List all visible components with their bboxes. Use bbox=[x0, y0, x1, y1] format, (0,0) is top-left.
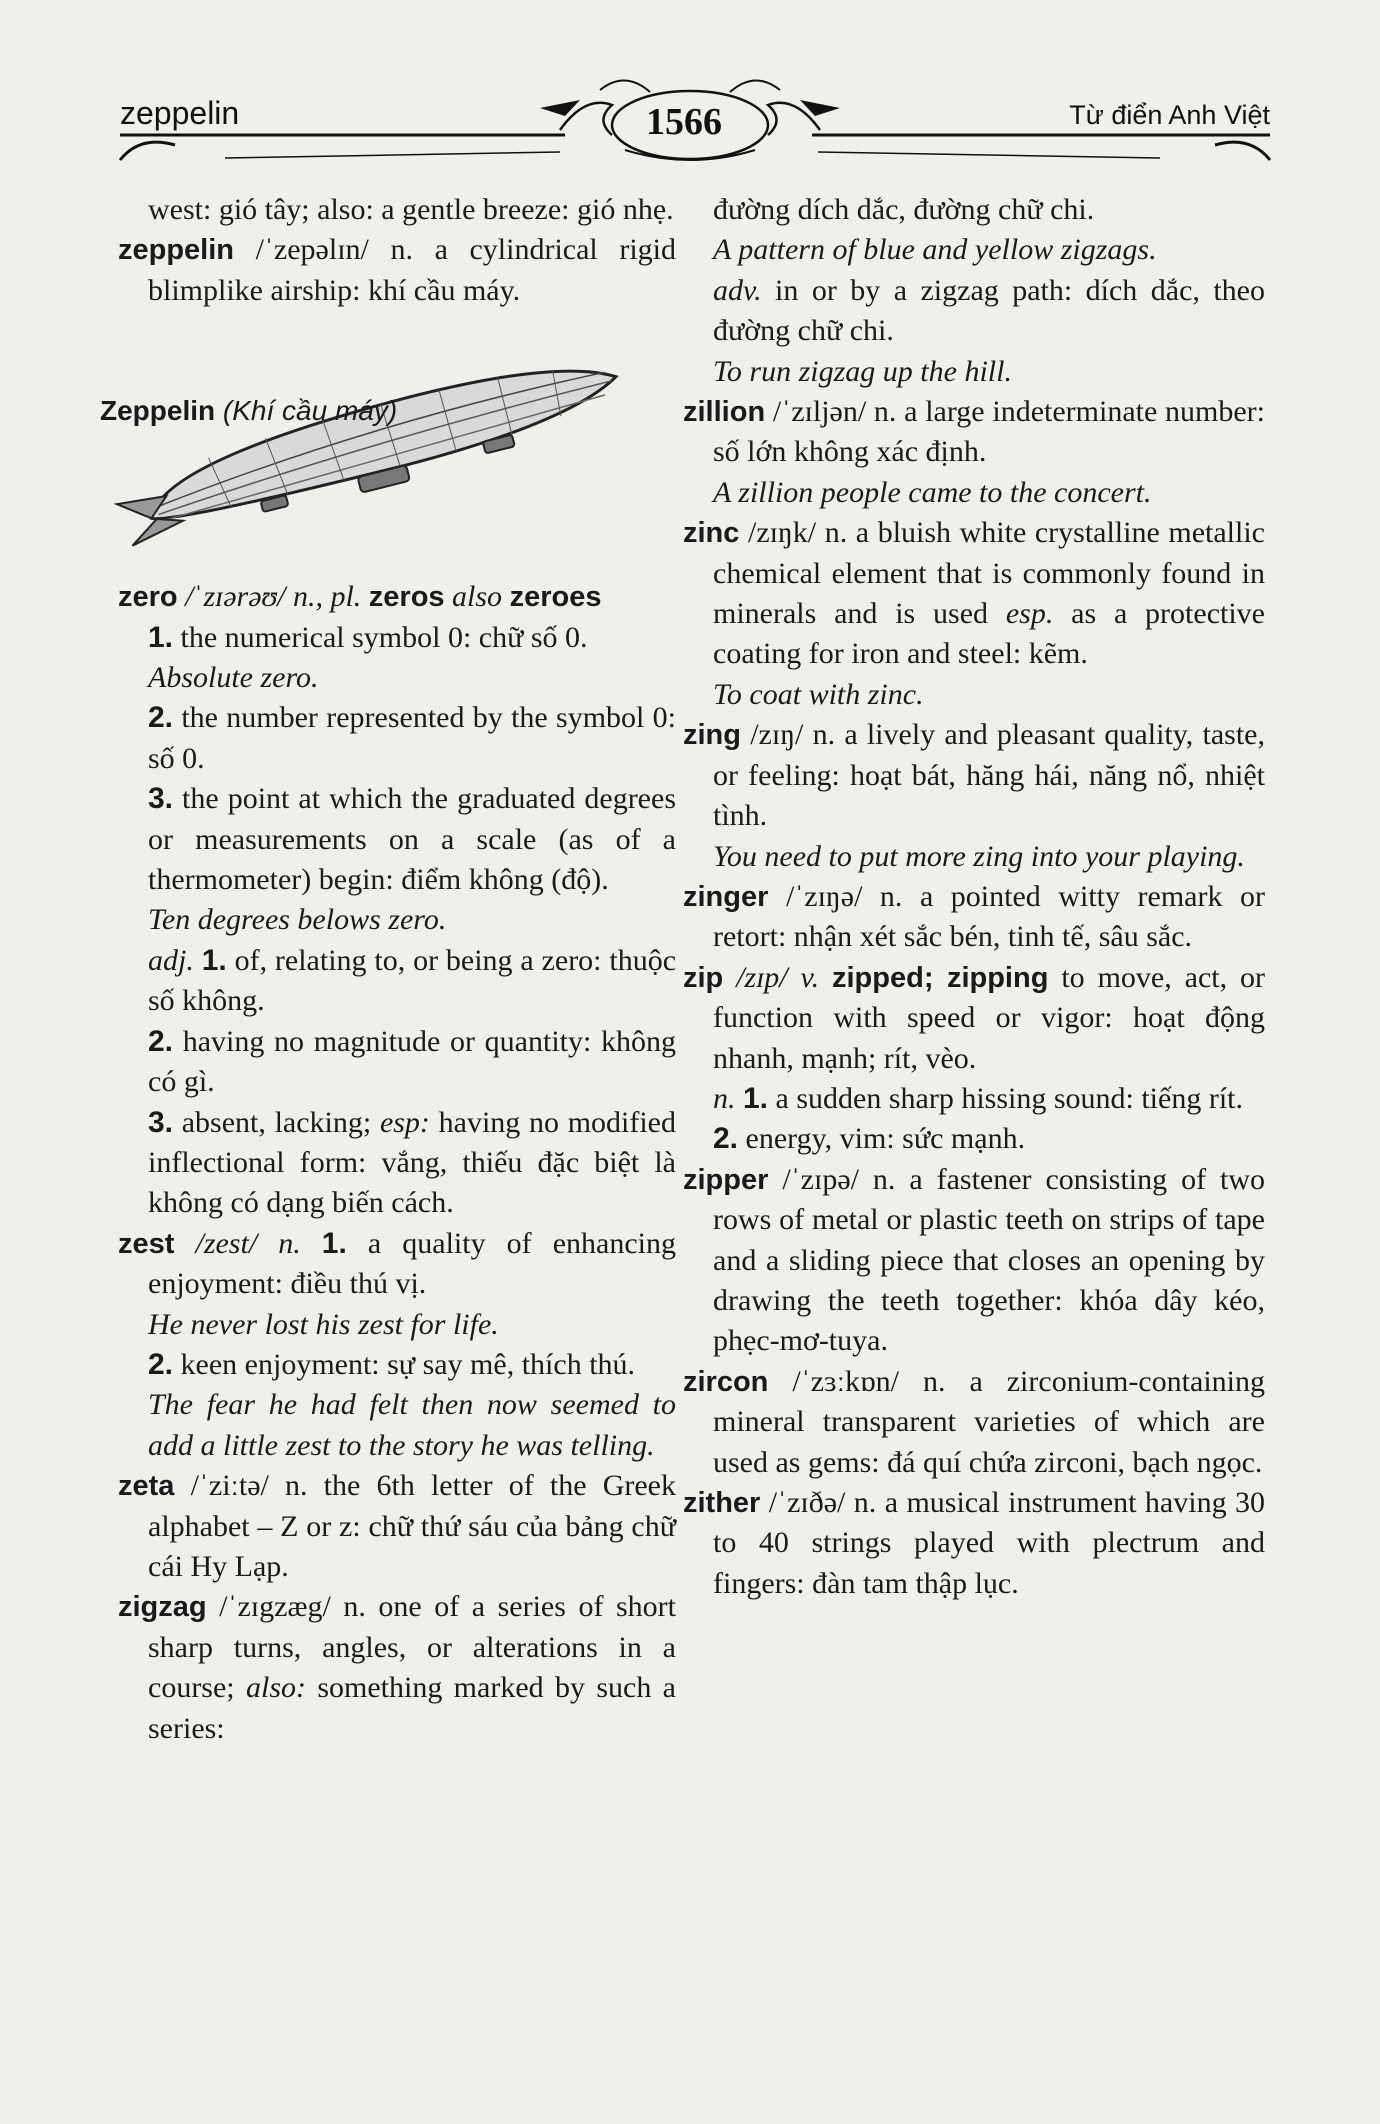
sense-text: having no magnitude or quantity: không có gì. bbox=[148, 1024, 676, 1099]
entry-zither bbox=[683, 1483, 1265, 1604]
caption-subtitle: (Khí cầu máy) bbox=[222, 395, 398, 426]
entry-zinc bbox=[683, 513, 1265, 675]
sense-text: having no modified inflectional form: vắng, thiếu đặc biệt là không có dạng biến cách. bbox=[148, 1105, 677, 1220]
sense bbox=[118, 941, 676, 1022]
example: He never lost his zest for life. bbox=[148, 1307, 499, 1341]
definition: to move, act, or function with speed or vigor: hoạt động nhanh, mạnh; rít, vèo. bbox=[713, 960, 1265, 1075]
headword: zircon bbox=[683, 1365, 769, 1398]
entry-west-continued: west: gió tây; also: a gentle breeze: gió nhẹ. bbox=[148, 193, 674, 226]
headword: zigzag bbox=[118, 1591, 207, 1624]
definition: /ˈzɪðə/ n. a musical instrument having 30 to 40 strings played with plectrum and fingers: đàn tam thập lục. bbox=[713, 1486, 1265, 1600]
sense-text: the point at which the graduated degrees or measurements on a scale (as of a thermometer) begin: điểm không (độ). bbox=[148, 782, 676, 897]
entry-zero bbox=[118, 577, 676, 617]
example: The fear he had felt then now seemed to add a little zest to the story he was telling. bbox=[148, 1388, 676, 1462]
example: Absolute zero. bbox=[148, 661, 319, 695]
entry-zest bbox=[118, 1224, 676, 1305]
sense-number: 1. bbox=[148, 620, 174, 654]
headword: zipper bbox=[683, 1163, 769, 1196]
headword: zillion bbox=[683, 396, 766, 429]
sense-number: 1. bbox=[743, 1081, 769, 1115]
page-number: 1566 bbox=[646, 101, 722, 143]
entry-zillion bbox=[683, 392, 1265, 473]
entry-zinger bbox=[683, 877, 1265, 958]
definition: /ˈzepəlɪn/ n. a cylindrical rigid blimplike airship: khí cầu máy. bbox=[148, 233, 676, 307]
sense-text: the numerical symbol 0: chữ số 0. bbox=[173, 620, 588, 654]
headword: zither bbox=[683, 1487, 761, 1519]
sense-number: 2. bbox=[148, 1347, 174, 1381]
definition: /ˈziːtə/ n. the 6th letter of the Greek alphabet – Z or z: chữ thứ sáu của bảng chữ cái Hy Lạp. bbox=[148, 1469, 676, 1583]
entry-zircon bbox=[683, 1362, 1265, 1483]
headword: zeppelin bbox=[118, 234, 235, 267]
entry-zigzag bbox=[118, 1587, 676, 1749]
sense bbox=[118, 618, 676, 658]
entry-zip bbox=[683, 958, 1265, 1079]
sense-text: a sudden sharp hissing sound: tiếng rít. bbox=[768, 1081, 1243, 1115]
definition: /ˈzɪpə/ n. a fastener consisting of two rows of metal or plastic teeth on strips of tape and a sliding piece that closes an opening by drawing the teeth together: khóa dây kéo, phẹc-mơ-tuya. bbox=[713, 1162, 1265, 1358]
headword: zest bbox=[118, 1227, 175, 1260]
entry-zipper bbox=[683, 1160, 1265, 1362]
headword: zinger bbox=[683, 880, 769, 913]
sense bbox=[713, 1119, 1265, 1159]
zeppelin-illustration bbox=[98, 311, 676, 559]
pronunciation: /ˈzɪərəʊ/ n., pl. bbox=[177, 580, 369, 614]
example: Ten degrees belows zero. bbox=[148, 903, 447, 937]
sense-number: 2. bbox=[148, 1024, 174, 1058]
example: A pattern of blue and yellow zigzags. bbox=[713, 233, 1157, 267]
sense-text: the number represented by the symbol 0: số 0. bbox=[148, 701, 676, 775]
definition: something marked by such a series: bbox=[148, 1671, 676, 1745]
pos-label: adv. bbox=[713, 273, 762, 307]
sense-number: 2. bbox=[713, 1122, 739, 1156]
pos-label: n. bbox=[713, 1081, 736, 1115]
headword: zing bbox=[683, 719, 741, 752]
sense bbox=[118, 1022, 676, 1103]
example: You need to put more zing into your playing. bbox=[713, 839, 1245, 873]
esp-label: esp. bbox=[1005, 597, 1054, 631]
figure-caption bbox=[100, 395, 397, 427]
sense bbox=[713, 1079, 1265, 1119]
sense-number: 3. bbox=[148, 1105, 174, 1139]
sense-text: a quality of enhancing enjoyment: điều thú vị. bbox=[148, 1226, 676, 1301]
example: A zillion people came to the concert. bbox=[713, 475, 1152, 509]
headword: zeta bbox=[118, 1470, 175, 1503]
sense bbox=[118, 1103, 676, 1224]
pronunciation: /zɪp/ v. bbox=[723, 960, 832, 994]
headword: zero bbox=[118, 581, 178, 614]
sense bbox=[118, 698, 676, 779]
entry-zeppelin bbox=[118, 230, 676, 311]
also-label: also: bbox=[245, 1671, 306, 1705]
definition: as a protective coating for iron and steel: kẽm. bbox=[713, 597, 1266, 671]
definition: /ˈzɪgzæg/ n. one of a series of short sharp turns, angles, or alterations in a course; bbox=[148, 1590, 676, 1705]
plural-form: zeros bbox=[368, 581, 445, 614]
right-column bbox=[683, 190, 1266, 1604]
pos-label: adj. bbox=[148, 943, 194, 977]
esp-label: esp: bbox=[379, 1105, 430, 1139]
sense-text: keen enjoyment: sự say mê, thích thú. bbox=[173, 1347, 636, 1381]
headword: zinc bbox=[683, 517, 740, 550]
zeppelin-illustration-icon bbox=[98, 311, 658, 559]
guide-word: zeppelin bbox=[120, 95, 240, 131]
example: To coat with zinc. bbox=[713, 677, 924, 711]
sense-number: 3. bbox=[148, 782, 174, 816]
sense-number: 1. bbox=[321, 1226, 347, 1260]
sense bbox=[713, 271, 1265, 352]
sense bbox=[118, 1345, 676, 1385]
plural-form: zeroes bbox=[509, 581, 602, 614]
also-label: also bbox=[444, 580, 510, 614]
sense-text: energy, vim: sức mạnh. bbox=[738, 1122, 1026, 1156]
sense-text: absent, lacking; bbox=[173, 1105, 380, 1139]
book-title: Từ điển Anh Việt bbox=[1069, 100, 1270, 130]
definition: /zɪŋk/ n. a bluish white crystalline metallic chemical element that is commonly found in minerals and is used bbox=[713, 516, 1265, 631]
sense-text: of, relating to, or being a zero: thuộc số không. bbox=[148, 943, 677, 1018]
inflected-forms: zipped; zipping bbox=[832, 961, 1049, 994]
pronunciation: /zest/ n. bbox=[174, 1226, 322, 1260]
definition: /zɪŋ/ n. a lively and pleasant quality, taste, or feeling: hoạt bát, hăng hái, năng nổ, nhiệt tình. bbox=[713, 718, 1265, 833]
definition: /ˈzɜːkɒn/ n. a zirconium-containing mineral transparent varieties of which are used as gems: đá quí chứa zirconi, bạch ngọc. bbox=[713, 1364, 1265, 1479]
caption-title: Zeppelin bbox=[100, 395, 216, 426]
sense-number: 1. bbox=[201, 943, 227, 977]
entry-zigzag-continued: đường dích dắc, đường chữ chi. bbox=[713, 193, 1095, 226]
sense-text: in or by a zigzag path: dích dắc, theo đường chữ chi. bbox=[713, 273, 1265, 348]
entry-zing bbox=[683, 715, 1265, 836]
sense bbox=[118, 779, 676, 900]
headword: zip bbox=[683, 961, 724, 994]
definition: /ˈzɪŋə/ n. a pointed witty remark or retort: nhận xét sắc bén, tinh tế, sâu sắc. bbox=[713, 879, 1265, 954]
definition: /ˈzɪljən/ n. a large indeterminate number: số lớn không xác định. bbox=[713, 395, 1265, 469]
example: To run zigzag up the hill. bbox=[713, 354, 1012, 388]
sense-number: 2. bbox=[148, 701, 174, 735]
entry-zeta bbox=[118, 1466, 676, 1587]
